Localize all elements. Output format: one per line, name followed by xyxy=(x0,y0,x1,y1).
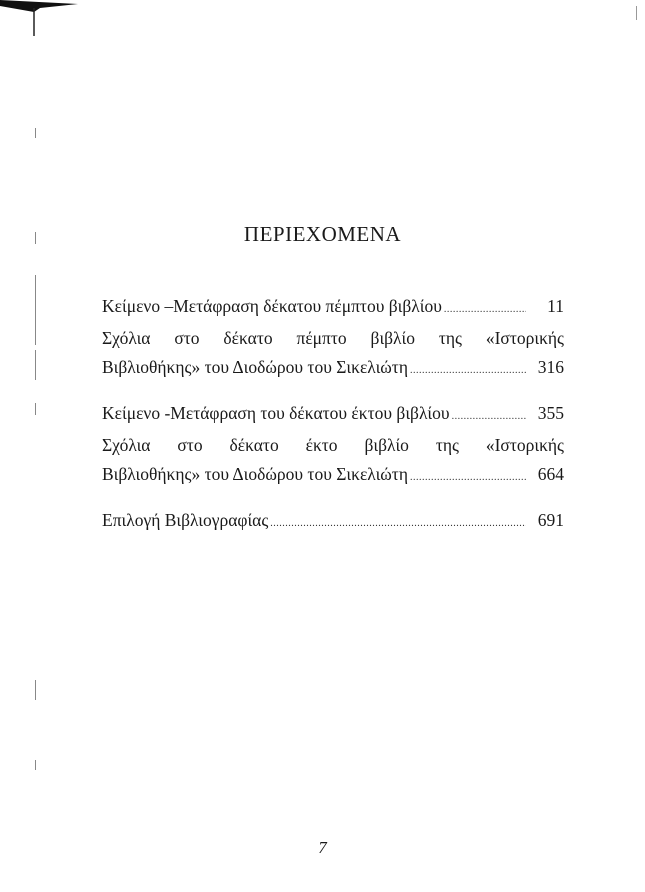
scan-margin-mark xyxy=(35,403,36,415)
scan-margin-mark xyxy=(35,128,36,138)
table-of-contents xyxy=(102,292,564,538)
toc-entry-label: Σχόλια στο δέκατο πέμπτο βιβλίο της «Ιστορικής xyxy=(102,328,564,348)
scan-margin-mark xyxy=(35,350,36,380)
toc-page-number: 691 xyxy=(537,510,564,530)
toc-entry-commentary-book-15[interactable] xyxy=(102,353,564,385)
toc-page-number: 11 xyxy=(547,296,564,316)
toc-leader-dots xyxy=(410,463,526,492)
toc-entry-text-book-16[interactable] xyxy=(102,399,564,431)
toc-group-book-16 xyxy=(102,399,564,492)
scan-margin-mark xyxy=(35,275,36,345)
toc-entry-label: Βιβλιοθήκης» του Διοδώρου του Σικελιώτη xyxy=(102,464,408,484)
toc-entry-bibliography[interactable] xyxy=(102,506,564,538)
toc-entry-commentary-book-16[interactable] xyxy=(102,460,564,492)
toc-entry-line[interactable] xyxy=(102,324,564,353)
toc-leader-dots xyxy=(452,402,526,431)
scan-margin-mark xyxy=(35,680,36,700)
toc-leader-dots xyxy=(444,295,526,324)
toc-group-bibliography xyxy=(102,506,564,538)
toc-entry-label: Κείμενο -Μετάφραση του δέκατου έκτου βιβλίου xyxy=(102,403,450,423)
toc-page-number: 316 xyxy=(537,357,564,377)
toc-entry-label: Βιβλιοθήκης» του Διοδώρου του Σικελιώτη xyxy=(102,357,408,377)
toc-entry-line[interactable] xyxy=(102,431,564,460)
toc-page-number: 355 xyxy=(537,403,564,423)
toc-leader-dots xyxy=(270,509,526,538)
page-title: ΠΕΡΙΕΧΟΜΕΝΑ xyxy=(243,222,402,246)
scan-margin-mark xyxy=(636,6,637,20)
toc-entry-label: Επιλογή Βιβλιογραφίας xyxy=(102,510,269,530)
toc-entry-label: Σχόλια στο δέκατο έκτο βιβλίο της «Ιστορικής xyxy=(102,435,564,455)
scan-margin-mark xyxy=(35,760,36,770)
toc-leader-dots xyxy=(410,356,526,385)
toc-group-book-15 xyxy=(102,292,564,385)
toc-entry-text-book-15[interactable] xyxy=(102,292,564,324)
toc-page-number: 664 xyxy=(537,464,564,484)
page-folio: 7 xyxy=(318,838,327,857)
toc-entry-label: Κείμενο –Μετάφραση δέκατου πέμπτου βιβλίου xyxy=(102,296,442,316)
scan-corner-mark xyxy=(0,0,80,40)
